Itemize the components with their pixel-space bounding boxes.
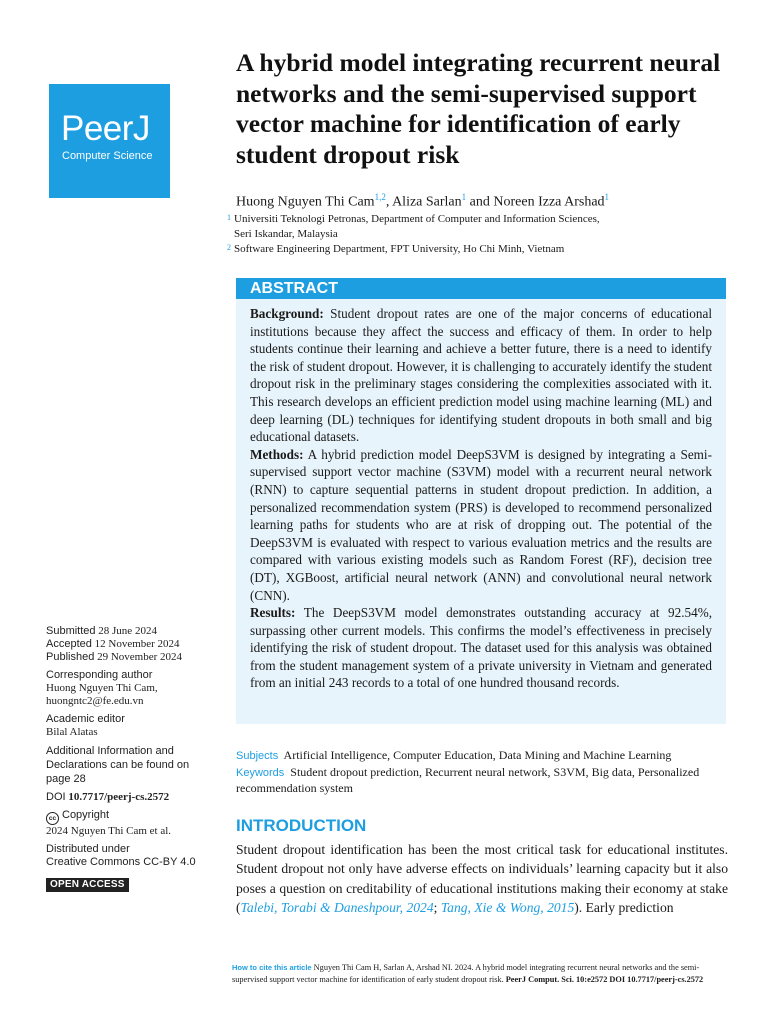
subjects-keywords — [236, 748, 736, 797]
author-affil-ref[interactable]: 1 — [461, 192, 467, 202]
license-block — [46, 843, 216, 869]
affiliation-text: Universiti Teknologi Petronas, Department of Computer and Information Sciences, — [234, 213, 600, 225]
author-separator: and — [466, 194, 494, 210]
editor-name: Bilal Alatas — [46, 726, 98, 738]
abstract-text: Student dropout rates are one of the major concerns of educational institutions because they affect the success and efficacy of them. In order to help students continue their learning and achieve a better future, there is a need to identify the risk of student dropout. However, it is challenging to accurately identify the student dropout risk in the preliminary stages considering the complexities associated with it. This research develops an efficient prediction model using machine learning (ML) and deep learning (DL) techniques for identifying student dropouts in both small and big educational datasets. — [250, 306, 712, 445]
accepted-date: 12 November 2024 — [94, 638, 180, 650]
peerj-logo — [49, 84, 170, 198]
citation-link[interactable]: Talebi, Torabi & Daneshpour, 2024 — [240, 899, 434, 915]
author-name[interactable]: Noreen Izza Arshad — [493, 194, 605, 210]
logo-subtitle: Computer Science — [62, 150, 153, 162]
subjects-label: Subjects — [236, 750, 279, 762]
abstract-label: Results: — [250, 605, 296, 621]
doi-link[interactable]: 10.7717/peerj-cs.2572 — [68, 791, 170, 803]
abstract-label: Methods: — [250, 446, 304, 462]
keywords-line — [236, 765, 736, 797]
abstract-methods — [250, 446, 712, 604]
editor-label: Academic editor — [46, 713, 125, 725]
citation-link[interactable]: Tang, Xie & Wong, 2015 — [440, 899, 575, 915]
doi-block — [46, 791, 216, 804]
abstract-text: A hybrid prediction model DeepS3VM is designed by integrating a Semi-supervised support vector machine (S3VM) model with a recurrent neural network (RNN) to capture sequential patterns in student dropout prediction. In addition, a personalized recommendation system (PRS) is developed to recommend personalized learning paths for students who are at risk of dropping out. The potential of the DeepS3VM is evaluated with respect to various evaluation metrics and the results are compared with various existing models such as Random Forest (RF), decision tree (DT), XGBoost, artificial neural network (ANN) and convolutional neural network (CNN). — [250, 446, 712, 603]
introduction-text — [236, 840, 728, 917]
copyright-label: Copyright — [62, 809, 110, 821]
doi-label: DOI — [46, 791, 66, 803]
affiliation-number: 2 — [227, 243, 231, 252]
copyright-block — [46, 809, 216, 838]
creative-commons-icon: cc — [46, 812, 59, 825]
copyright-text: 2024 Nguyen Thi Cam et al. — [46, 825, 172, 837]
submitted-date: 28 June 2024 — [98, 625, 157, 637]
affiliation-text: Seri Iskandar, Malaysia — [234, 228, 338, 240]
how-to-cite-label: How to cite this article — [232, 963, 312, 972]
abstract-heading: ABSTRACT — [236, 278, 726, 299]
intro-text: ; — [433, 899, 441, 915]
intro-text: ). Early prediction — [574, 899, 674, 915]
abstract-background — [250, 305, 712, 446]
footer-journal-ref[interactable]: PeerJ Comput. Sci. 10:e2572 DOI 10.7717/peerj-cs.2572 — [505, 974, 704, 984]
abstract-results — [250, 604, 712, 692]
corresponding-name: Huong Nguyen Thi Cam, — [46, 682, 158, 694]
affiliation-text: Software Engineering Department, FPT University, Ho Chi Minh, Vietnam — [234, 243, 565, 255]
affiliations — [227, 212, 727, 257]
abstract-label: Background: — [250, 306, 324, 321]
author-name[interactable]: Aliza Sarlan — [392, 194, 462, 210]
logo-wordmark: PeerJ — [61, 109, 150, 148]
keywords-label: Keywords — [236, 766, 285, 779]
accepted-label: Accepted — [46, 638, 92, 650]
published-label: Published — [46, 651, 95, 663]
published-date: 29 November 2024 — [97, 651, 183, 663]
author-name[interactable]: Huong Nguyen Thi Cam — [236, 194, 375, 210]
author-affil-ref[interactable]: 1,2 — [374, 192, 386, 202]
corresponding-author-block — [46, 669, 216, 708]
affiliation — [227, 212, 727, 242]
keywords-text: Student dropout prediction, Recurrent neural network, S3VM, Big data, Personalized recommendation system — [236, 764, 700, 795]
license-link[interactable]: Creative Commons CC-BY 4.0 — [46, 856, 196, 868]
article-sidebar — [46, 625, 216, 892]
introduction-heading: INTRODUCTION — [236, 816, 367, 835]
dates-block — [46, 625, 216, 664]
footer-cite-text: Nguyen Thi Cam H, Sarlan A, Arshad NI. 2024. A hybrid model integrating recurrent neural networks and the semi-supervised support vector machine for identification of early student dropout risk. — [232, 963, 700, 984]
paper-title: A hybrid model integrating recurrent neural networks and the semi-supervised support vector machine for identification of early student dropout risk — [236, 48, 721, 169]
editor-block — [46, 713, 216, 739]
corresponding-label: Corresponding author — [46, 669, 153, 681]
author-list — [236, 188, 609, 212]
subjects-line — [236, 748, 736, 765]
affiliation — [227, 242, 727, 257]
intro-text: Student dropout identification has been the most critical task for educational institutes. Student dropout not only have adverse effects on individuals’ learning capacity but it also poses a question on creditability of educational institutions making their economy at stake ( — [236, 842, 728, 915]
distributed-label: Distributed under — [46, 843, 130, 855]
author-separator: , — [385, 194, 393, 210]
subjects-text[interactable]: Artificial Intelligence, Computer Education, Data Mining and Machine Learning — [283, 748, 672, 762]
abstract-text: The DeepS3VM model demonstrates outstanding accuracy at 92.54%, surpassing other current models. This confirms the model’s effectiveness in precisely identifying the risk of student dropout. The dataset used for this analysis was obtained from the student management system of a private university in Vietnam and generated from an initial 243 records to a total of one hundred thousand records. — [250, 605, 712, 691]
additional-info[interactable]: Additional Information and Declarations can be found on page 28 — [46, 745, 190, 785]
citation-footer — [232, 962, 732, 985]
submitted-label: Submitted — [46, 625, 96, 637]
open-access-badge: OPEN ACCESS — [46, 878, 129, 892]
affiliation-number: 1 — [227, 213, 231, 222]
corresponding-email[interactable]: huongntc2@fe.edu.vn — [46, 695, 144, 707]
abstract-box — [236, 299, 726, 724]
author-affil-ref[interactable]: 1 — [604, 192, 610, 202]
